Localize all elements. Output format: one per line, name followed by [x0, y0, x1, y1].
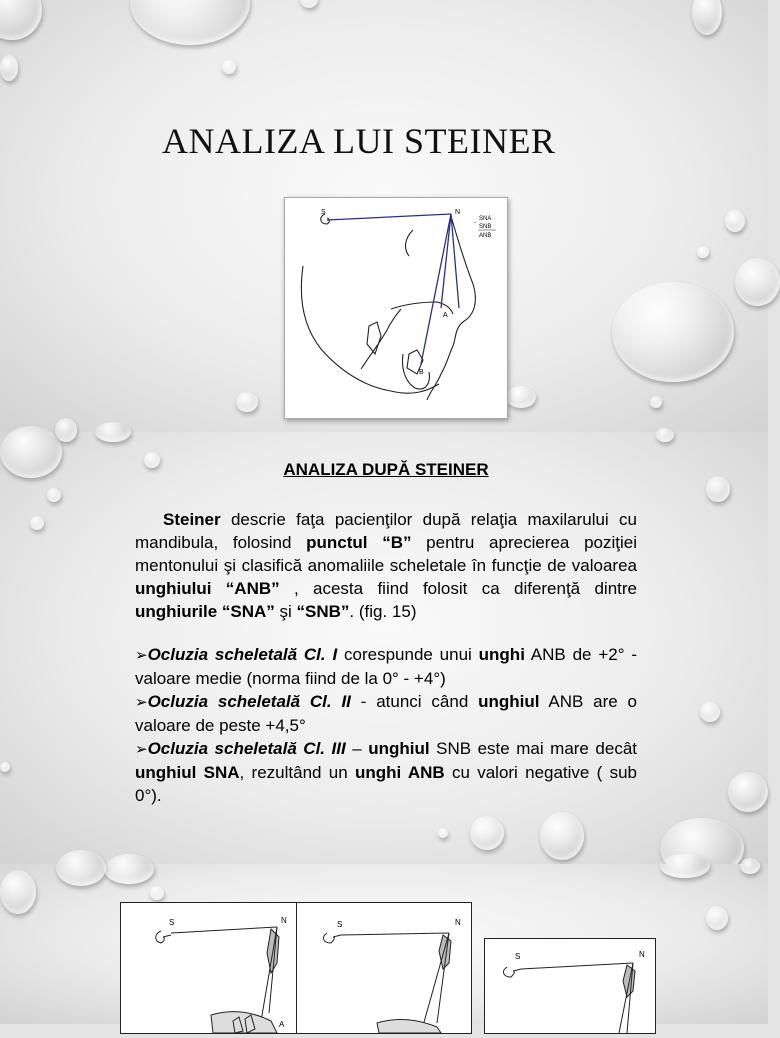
- figure-panel-3: [484, 938, 656, 1034]
- label-s: S: [337, 920, 343, 929]
- figure-panel-2: [296, 902, 472, 1034]
- label-n: N: [639, 950, 645, 959]
- water-drop: [150, 886, 164, 900]
- bullet-text: ANB de +2° - valoare medie (norma fiind de la 0° - +4°): [135, 645, 637, 688]
- water-drop: [300, 0, 318, 8]
- water-drop: [130, 0, 250, 45]
- water-drop: [540, 812, 584, 860]
- label-n: N: [455, 209, 461, 216]
- water-drop: [47, 488, 61, 502]
- text-snb: “SNB”: [296, 602, 350, 621]
- water-drop: [728, 772, 768, 812]
- arrow-bullet-icon: ➢: [135, 694, 148, 711]
- orbit-curve: [406, 230, 413, 256]
- list-item-class-1: [135, 643, 637, 690]
- nb-line: [421, 214, 451, 364]
- water-drop: [650, 396, 662, 408]
- water-drop: [56, 850, 106, 886]
- text-segment: . (fig. 15): [349, 602, 417, 621]
- description-paragraph: [135, 508, 637, 623]
- label-s: S: [515, 952, 521, 961]
- label-b: B: [419, 369, 424, 376]
- bullet-text: –: [345, 739, 369, 758]
- tooth-upper: [367, 322, 381, 354]
- arrow-bullet-icon: ➢: [135, 741, 148, 758]
- face-profile: [427, 216, 475, 400]
- bullet-text: ANB are o valoare de peste +4,5°: [135, 692, 637, 735]
- water-drop: [692, 0, 722, 35]
- bullet-text: - atunci când: [350, 692, 479, 711]
- section-heading: ANALIZA DUPĂ STEINER: [283, 460, 489, 479]
- cephalometric-tracing: [121, 903, 297, 1033]
- occlusion-list: [135, 643, 637, 807]
- na-line: [441, 214, 451, 308]
- water-drop: [725, 210, 745, 232]
- arrow-bullet-icon: ➢: [135, 647, 148, 664]
- label-snb: SNB: [479, 224, 492, 230]
- bullet-text: cu valori negative ( sub 0°).: [135, 763, 638, 805]
- water-drop: [706, 476, 730, 502]
- bullet-title: Ocluzia scheletală Cl. III: [147, 739, 346, 758]
- bullet-bold: unghi ANB: [354, 763, 445, 782]
- water-drop: [660, 854, 710, 878]
- text-unghiului-anb: unghiului “ANB”: [135, 579, 280, 598]
- text-segment: descrie faţa pacienţilor după relaţia maxilarului cu mandibula, folosind: [135, 510, 637, 552]
- label-sna: SNA: [479, 216, 492, 222]
- water-drop: [0, 870, 36, 914]
- water-drop: [55, 418, 77, 442]
- water-drop: [0, 762, 10, 772]
- bullet-title: Ocluzia scheletală Cl. I: [147, 645, 338, 664]
- slide-steiner-analysis: [0, 432, 768, 864]
- water-drop: [700, 702, 720, 722]
- cephalometric-tracing: [485, 939, 655, 1033]
- text-segment: şi: [274, 602, 297, 621]
- water-drop: [104, 854, 154, 884]
- water-drop: [438, 828, 448, 838]
- figure-panel-1: [120, 902, 298, 1034]
- label-n: N: [281, 916, 287, 925]
- label-anb: ANB: [479, 233, 492, 239]
- water-drop: [0, 0, 42, 40]
- text-segment: , acesta fiind folosit ca diferenţă dintre: [279, 579, 637, 598]
- water-drop: [470, 816, 504, 850]
- bullet-bold: unghiul: [478, 692, 540, 711]
- bullet-text: , rezultând un: [239, 763, 355, 782]
- slide-title: [0, 0, 768, 432]
- water-drop: [697, 246, 709, 258]
- water-drop: [735, 258, 780, 306]
- text-steiner: Steiner: [163, 510, 221, 529]
- water-drop: [740, 858, 760, 874]
- bullet-bold: unghi: [478, 645, 525, 664]
- water-drop: [612, 282, 734, 382]
- steiner-text-block: [135, 458, 637, 807]
- cephalometric-tracing: [297, 903, 471, 1033]
- bullet-text: SNB este mai mare decât: [429, 739, 637, 758]
- chin-curve: [403, 354, 430, 389]
- bullet-bold: unghiul SNA: [135, 763, 240, 782]
- bullet-title: Ocluzia scheletală Cl. II: [147, 692, 351, 711]
- label-n: N: [455, 918, 461, 927]
- slide-title-heading: ANALIZA LUI STEINER: [162, 121, 556, 161]
- water-drop: [506, 386, 536, 408]
- water-drop: [236, 392, 258, 412]
- water-drop: [706, 906, 728, 930]
- slide-figures: [0, 864, 768, 1029]
- text-unghiurile-sna: unghiurile “SNA”: [135, 602, 275, 621]
- water-drop: [656, 428, 674, 442]
- cephalometric-figure: [284, 197, 508, 419]
- list-item-class-3: [135, 737, 637, 807]
- bullet-bold: unghiul: [368, 739, 430, 758]
- text-punctul-b: punctul “B”: [306, 533, 412, 552]
- water-drop: [95, 422, 131, 442]
- mandible-line: [361, 309, 401, 369]
- bullet-text: corespunde unui: [337, 645, 479, 664]
- label-s: S: [169, 918, 175, 927]
- list-item-class-2: [135, 690, 637, 737]
- water-drop: [0, 426, 62, 478]
- label-s: S: [321, 209, 326, 216]
- water-drop: [222, 60, 236, 74]
- label-minus: -: [474, 220, 476, 226]
- water-drop: [30, 516, 44, 530]
- label-a: A: [279, 1020, 285, 1029]
- sn-line: [327, 214, 451, 220]
- label-a: A: [443, 312, 448, 319]
- water-drop: [0, 55, 18, 81]
- cephalometric-tracing: [291, 204, 501, 412]
- text-segment: pentru aprecierea poziţiei mentonului şi clasifică anomaliile scheletale în funcţie de valoarea: [135, 533, 637, 575]
